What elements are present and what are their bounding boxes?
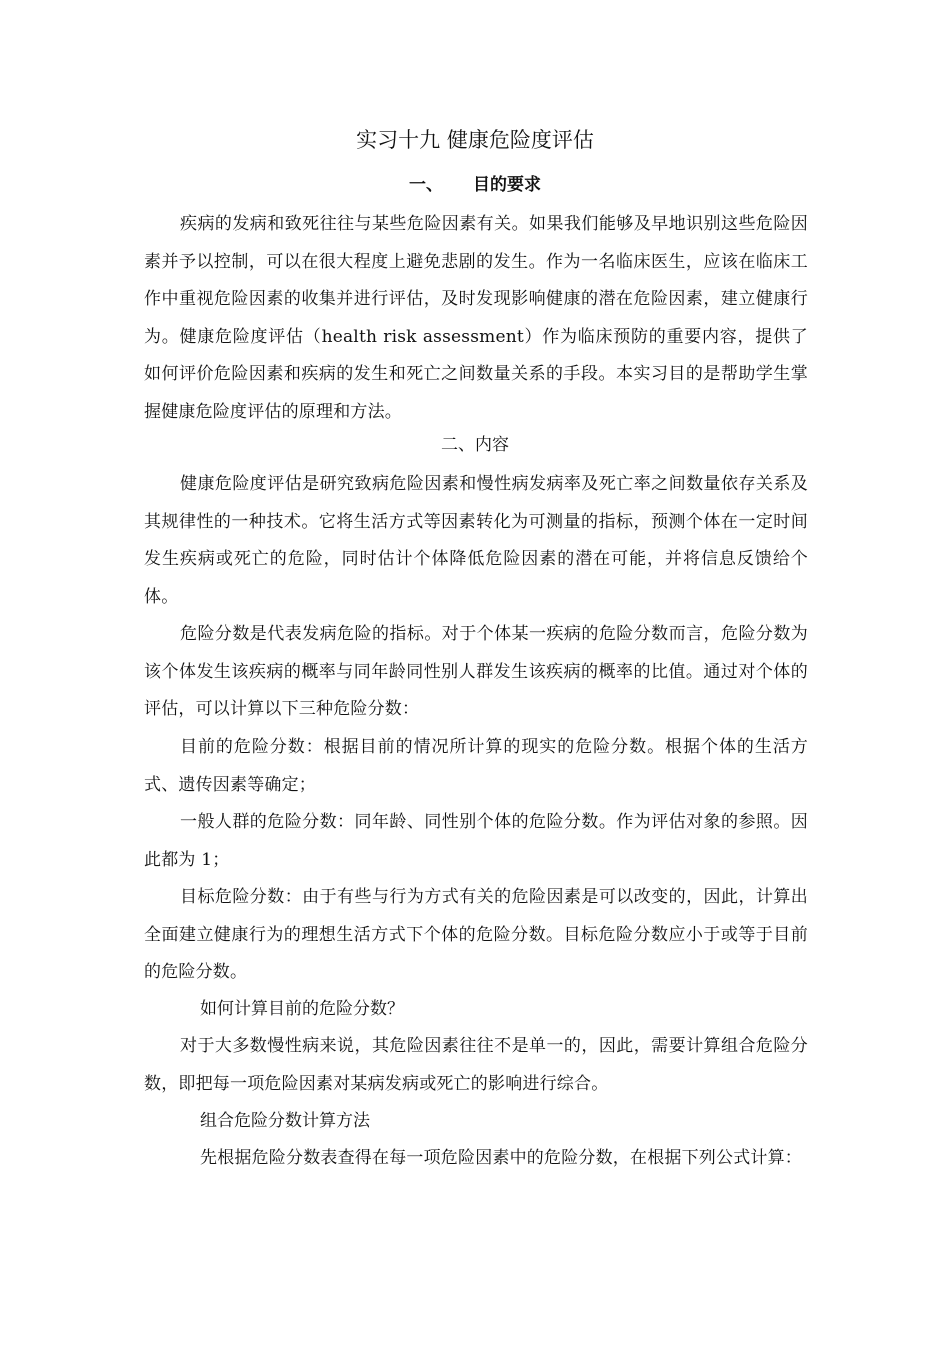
paragraph-combined-risk: 对于大多数慢性病来说，其危险因素往往不是单一的，因此，需要计算组合危险分数，即把每一项危险因素对某病发病或死亡的影响进行综合。 (144, 1036, 808, 1094)
section-heading-objectives (0, 172, 950, 198)
subheading-combined-method: 组合危险分数计算方法 (200, 1111, 370, 1131)
paragraph-general-population-risk-score: 一般人群的危险分数：同年龄、同性别个体的危险分数。作为评估对象的参照。因此都为 1； (144, 812, 808, 870)
paragraph-objectives: 疾病的发病和致死往往与某些危险因素有关。如果我们能够及早地识别这些危险因素并予以控制，可以在很大程度上避免悲剧的发生。作为一名临床医生，应该在临床工作中重视危险因素的收集并进行评估，及时发现影响健康的潜在危险因素，建立健康行为。健康危险度评估（health risk assessment）作为临床预防的重要内容，提供了如何评价危险因素和疾病的发生和死亡之间数量关系的手段。本实习目的是帮助学生掌握健康危险度评估的原理和方法。 (144, 214, 808, 422)
subheading-how-to-calculate: 如何计算目前的危险分数？ (200, 999, 404, 1019)
paragraph-current-risk-score: 目前的危险分数：根据目前的情况所计算的现实的危险分数。根据个体的生活方式、遗传因素等确定； (144, 737, 808, 795)
paragraph-target-risk-score: 目标危险分数：由于有些与行为方式有关的危险因素是可以改变的，因此，计算出全面建立健康行为的理想生活方式下个体的危险分数。目标危险分数应小于或等于目前的危险分数。 (144, 887, 808, 982)
section-heading-content: 二、内容 (441, 435, 509, 455)
paragraph-hra-definition: 健康危险度评估是研究致病危险因素和慢性病发病率及死亡率之间数量依存关系及其规律性的一种技术。它将生活方式等因素转化为可测量的指标，预测个体在一定时间发生疾病或死亡的危险，同时估计个体降低危险因素的潜在可能，并将信息反馈给个体。 (144, 474, 808, 607)
section-number: 一、 (409, 175, 443, 195)
paragraph-risk-score: 危险分数是代表发病危险的指标。对于个体某一疾病的危险分数而言，危险分数为该个体发生该疾病的概率与同年龄同性别人群发生该疾病的概率的比值。通过对个体的评估，可以计算以下三种危险分数： (144, 624, 808, 719)
paragraph-formula-intro: 先根据危险分数表查得在每一项危险因素中的危险分数，在根据下列公式计算： (200, 1148, 802, 1168)
section-label: 目的要求 (473, 175, 541, 195)
document-title: 实习十九 健康危险度评估 (356, 128, 594, 152)
